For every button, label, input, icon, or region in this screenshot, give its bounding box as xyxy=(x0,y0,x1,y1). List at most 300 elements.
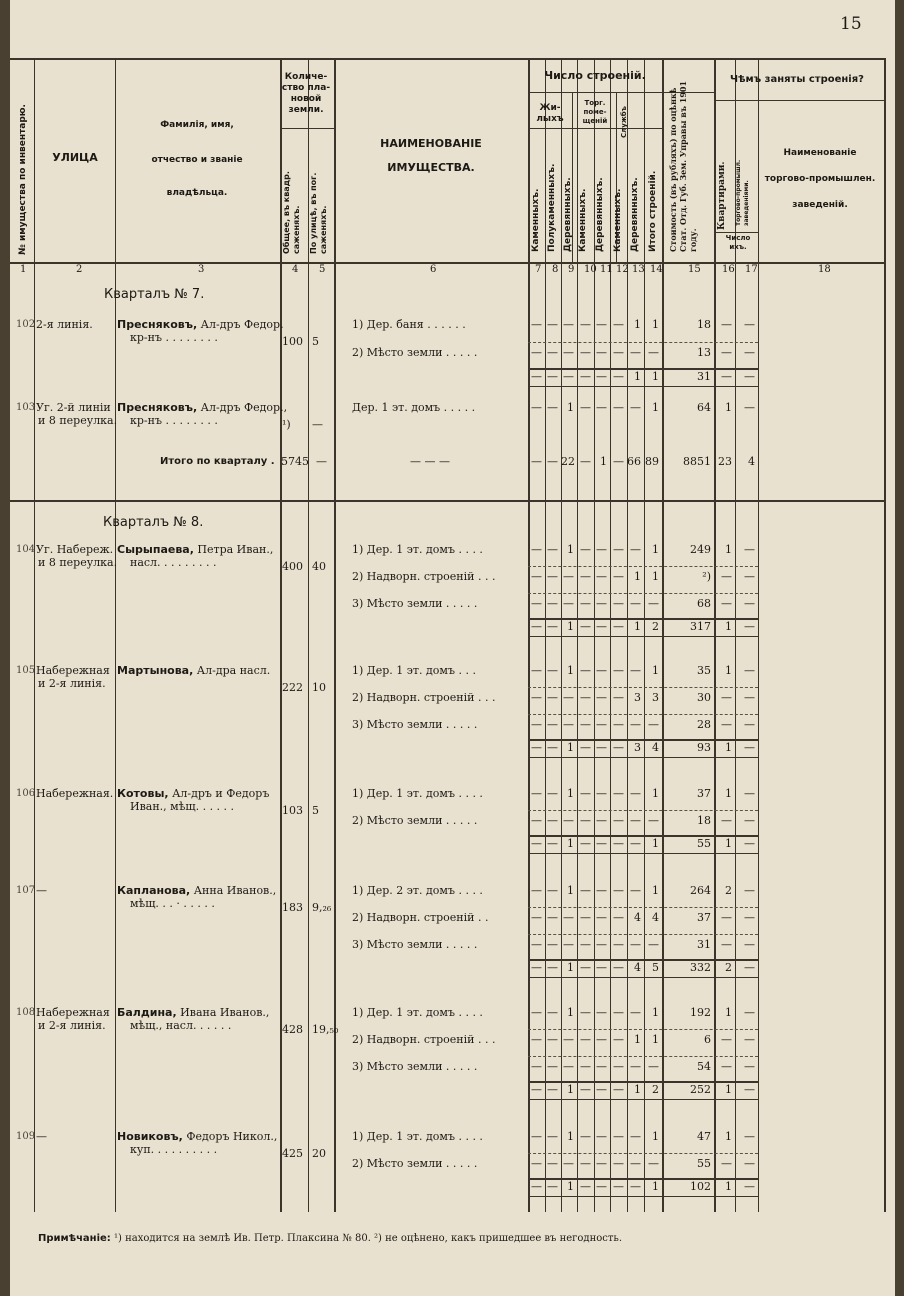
owner-line2: куп. . . . . . . . . . xyxy=(130,1143,218,1156)
column-number-16: 16 xyxy=(722,264,735,275)
count-cell: — xyxy=(744,1157,755,1170)
header-count: Число ихъ. xyxy=(725,234,751,251)
street-name-2: и 2-я линія. xyxy=(38,677,106,690)
cell-c9: — xyxy=(563,1060,574,1073)
cell-c8: — xyxy=(547,664,558,677)
cell-c11: — xyxy=(596,814,607,827)
cell-c14: 1 xyxy=(652,664,659,677)
grid-hline xyxy=(528,386,758,387)
cell-c9: 1 xyxy=(567,741,574,754)
value-cell: 37 xyxy=(697,911,711,924)
land-street: 9,₂₆ xyxy=(312,901,332,914)
cell-c11: — xyxy=(596,1033,607,1046)
land-street: — xyxy=(312,418,323,431)
cell-c8: — xyxy=(547,1157,558,1170)
cell-c14: 1 xyxy=(652,370,659,383)
cell-c7: — xyxy=(531,1180,542,1193)
value-cell: 31 xyxy=(697,938,711,951)
subtotal-apartments: 1 xyxy=(725,1083,732,1096)
count-cell: — xyxy=(744,543,755,556)
cell-c8: — xyxy=(547,1060,558,1073)
inventory-number: 106 xyxy=(16,788,36,799)
apartments-cell: 1 xyxy=(725,543,732,556)
count-cell: — xyxy=(744,884,755,897)
street-name-2: и 8 переулка. xyxy=(38,556,118,569)
inventory-number: 104 xyxy=(16,544,36,555)
cell-c11: — xyxy=(596,620,607,633)
cell-c11: — xyxy=(596,1180,607,1193)
cell-c13: — xyxy=(630,1130,641,1143)
cell-c14: 1 xyxy=(652,837,659,850)
header-stone-1: Каменныхъ. xyxy=(531,188,541,252)
cell-c10: — xyxy=(580,620,591,633)
owner-given: Ал-дръ Федор., xyxy=(197,401,288,414)
header-inventory-no: № имущества по инвентарю. xyxy=(18,104,28,255)
cell-c8: — xyxy=(547,346,558,359)
cell-c10: — xyxy=(580,884,591,897)
grid-hline xyxy=(528,1029,758,1030)
cell-c7: — xyxy=(531,346,542,359)
subtotal-count: — xyxy=(744,837,755,850)
grid-hline xyxy=(528,1153,758,1154)
grid-hline xyxy=(528,977,758,978)
apartments-cell: — xyxy=(721,1157,732,1170)
grid-vline xyxy=(115,58,116,1212)
subtotal-count: — xyxy=(744,370,755,383)
property-item: 1) Дер. 2 эт. домъ . . . . xyxy=(352,884,483,897)
cell-c11: — xyxy=(596,1083,607,1096)
cell-c9: 1 xyxy=(567,620,574,633)
owner-given: Ал-дръ и Федоръ xyxy=(168,787,270,800)
cell-c13: 66 xyxy=(627,455,641,468)
column-number-17: 17 xyxy=(745,264,758,275)
count-cell: — xyxy=(744,1006,755,1019)
grid-hline xyxy=(528,593,758,594)
value-cell: 13 xyxy=(697,346,711,359)
subtotal-apartments: 1 xyxy=(725,620,732,633)
cell-c9: — xyxy=(563,346,574,359)
subtotal-value: 317 xyxy=(690,620,711,633)
cell-c11: — xyxy=(596,718,607,731)
cell-c8: — xyxy=(547,401,558,414)
cell-c12: — xyxy=(613,401,624,414)
cell-c13: — xyxy=(630,543,641,556)
header-land-total: Общее, въ квадр. саженяхъ. xyxy=(282,171,301,254)
cell-c8: — xyxy=(547,938,558,951)
cell-c11: — xyxy=(596,911,607,924)
header-stone-3: Каменныхъ. xyxy=(613,188,623,252)
cell-c10: — xyxy=(580,664,591,677)
cell-c7: — xyxy=(531,787,542,800)
cell-c14: — xyxy=(648,814,659,827)
cell-c13: 1 xyxy=(634,370,641,383)
subtotal-apartments: 1 xyxy=(725,741,732,754)
inventory-number: 108 xyxy=(16,1007,36,1018)
owner-surname: Котовы, xyxy=(117,787,169,800)
cell-c7: — xyxy=(531,1060,542,1073)
cell-c9: — xyxy=(563,370,574,383)
column-number-9: 9 xyxy=(568,264,575,275)
street-name: — xyxy=(36,884,47,897)
cell-c13: — xyxy=(630,597,641,610)
cell-c13: — xyxy=(630,814,641,827)
owner-name xyxy=(117,884,276,897)
grid-hline xyxy=(280,128,334,129)
cell-c9: — xyxy=(563,318,574,331)
owner-given: Ал-дра насл. xyxy=(193,664,271,677)
property-item: 2) Мѣсто земли . . . . . xyxy=(352,814,478,827)
cell-c12: — xyxy=(613,741,624,754)
cell-c7: — xyxy=(531,837,542,850)
cell-c7: — xyxy=(531,1157,542,1170)
cell-c10: — xyxy=(580,318,591,331)
value-cell: 30 xyxy=(697,691,711,704)
owner-name xyxy=(117,664,270,677)
inventory-number: 107 xyxy=(16,885,36,896)
cell-c14: 3 xyxy=(652,691,659,704)
property-item: 1) Дер. 1 эт. домъ . . . xyxy=(352,664,476,677)
cell-c13: 3 xyxy=(634,691,641,704)
apartments-cell: 1 xyxy=(725,664,732,677)
cell-c9: 1 xyxy=(567,884,574,897)
cell-c11: — xyxy=(596,1060,607,1073)
cell-c8: — xyxy=(547,543,558,556)
value-cell: 6 xyxy=(704,1033,711,1046)
grid-hline xyxy=(528,687,758,688)
header-owner-1: Фамилія, имя, xyxy=(160,120,234,130)
owner-surname: Мартынова, xyxy=(117,664,194,677)
owner-given: Анна Иванов., xyxy=(190,884,277,897)
cell-c12: — xyxy=(613,318,624,331)
subtotal-count: — xyxy=(744,1180,755,1193)
cell-c12: — xyxy=(613,346,624,359)
count-cell: — xyxy=(744,814,755,827)
cell-c14: 1 xyxy=(652,1006,659,1019)
count-cell: — xyxy=(744,318,755,331)
apartments-cell: — xyxy=(721,718,732,731)
cell-c7: — xyxy=(531,741,542,754)
header-stone-2: Каменныхъ. xyxy=(578,188,588,252)
owner-line2: Иван., мѣщ. . . . . . xyxy=(130,800,235,813)
owner-line2: мѣщ. . . · . . . . . xyxy=(130,897,215,910)
header-wooden-2: Деревянныхъ. xyxy=(595,177,605,252)
cell-c11: — xyxy=(596,837,607,850)
grid-vline xyxy=(334,58,336,1212)
cell-c10: — xyxy=(580,691,591,704)
cell-c12: — xyxy=(613,911,624,924)
header-halfstone: Полукаменныхъ. xyxy=(547,163,557,252)
cell-c8: — xyxy=(547,318,558,331)
cell-c11: — xyxy=(596,938,607,951)
column-number-6: 6 xyxy=(430,264,437,275)
cell-c13: — xyxy=(630,718,641,731)
count-cell: — xyxy=(744,597,755,610)
column-number-1: 1 xyxy=(20,264,27,275)
cell-c8: — xyxy=(547,1083,558,1096)
owner-name xyxy=(117,401,287,414)
cell-c12: — xyxy=(613,543,624,556)
cell-c13: 4 xyxy=(634,961,641,974)
column-number-8: 8 xyxy=(552,264,559,275)
owner-name xyxy=(117,1006,269,1019)
cell-c14: 1 xyxy=(652,543,659,556)
cell-c8: — xyxy=(547,1130,558,1143)
owner-given: Ивана Иванов., xyxy=(176,1006,270,1019)
street-name-2: и 8 переулка. xyxy=(38,414,118,427)
property-item: 2) Надворн. строеній . . . xyxy=(352,1033,496,1046)
cell-c8: — xyxy=(547,570,558,583)
cell-c10: — xyxy=(580,1033,591,1046)
quarter-total-land: 5745 xyxy=(281,455,309,468)
cell-c9: — xyxy=(563,718,574,731)
cell-c7: — xyxy=(531,1033,542,1046)
land-total: ¹) xyxy=(282,418,291,431)
column-number-14: 14 xyxy=(650,264,663,275)
owner-surname: Пресняковъ, xyxy=(117,401,198,414)
apartments-cell: — xyxy=(721,691,732,704)
cell-c9: — xyxy=(563,814,574,827)
cell-c11: — xyxy=(596,346,607,359)
property-item: 2) Мѣсто земли . . . . . xyxy=(352,346,478,359)
cell-c8: — xyxy=(547,741,558,754)
grid-hline xyxy=(714,100,884,101)
property-item: 3) Мѣсто земли . . . . . xyxy=(352,938,478,951)
cell-c11: — xyxy=(596,961,607,974)
count-cell: — xyxy=(744,570,755,583)
cell-c10: — xyxy=(580,1130,591,1143)
property-item: 2) Надворн. строеній . . xyxy=(352,911,489,924)
street-name-2: и 2-я линія. xyxy=(38,1019,106,1032)
cell-c11: — xyxy=(596,570,607,583)
cell-c9: — xyxy=(563,1033,574,1046)
grid-hline xyxy=(528,636,758,637)
cell-c14: — xyxy=(648,1060,659,1073)
cell-c12: — xyxy=(613,1083,624,1096)
owner-given: Федоръ Никол., xyxy=(182,1130,278,1143)
cell-c7: — xyxy=(531,620,542,633)
cell-c14: 1 xyxy=(652,318,659,331)
cell-c12: — xyxy=(613,570,624,583)
subtotal-value: 332 xyxy=(690,961,711,974)
apartments-cell: — xyxy=(721,597,732,610)
cell-c14: — xyxy=(648,346,659,359)
grid-hline xyxy=(528,714,758,715)
street-name: Уг. 2-й линіи xyxy=(36,401,111,414)
cell-c8: — xyxy=(547,884,558,897)
cell-c12: — xyxy=(613,1006,624,1019)
grid-vline xyxy=(758,58,759,1212)
cell-c7: — xyxy=(531,1006,542,1019)
land-total: 400 xyxy=(282,560,303,573)
apartments-cell: — xyxy=(721,1033,732,1046)
cell-c14: — xyxy=(648,718,659,731)
value-cell: 249 xyxy=(690,543,711,556)
cell-c7: — xyxy=(531,370,542,383)
subtotal-apartments: — xyxy=(721,370,732,383)
owner-surname: Капланова, xyxy=(117,884,191,897)
cell-c14: 1 xyxy=(652,401,659,414)
cell-c12: — xyxy=(613,1130,624,1143)
count-cell: — xyxy=(744,787,755,800)
inventory-number: 109 xyxy=(16,1131,36,1142)
apartments-cell: 1 xyxy=(725,787,732,800)
cell-c14: 1 xyxy=(652,1180,659,1193)
cell-c13: — xyxy=(630,938,641,951)
cell-c9: 1 xyxy=(567,543,574,556)
cell-c13: — xyxy=(630,401,641,414)
cell-c10: — xyxy=(580,1157,591,1170)
cell-c9: 1 xyxy=(567,837,574,850)
grid-hline xyxy=(10,500,884,502)
cell-c13: — xyxy=(630,1006,641,1019)
cell-c7: — xyxy=(531,597,542,610)
apartments-cell: — xyxy=(721,570,732,583)
cell-c11: — xyxy=(596,1130,607,1143)
grid-hline xyxy=(528,907,758,908)
count-cell: — xyxy=(744,938,755,951)
cell-c7: — xyxy=(531,543,542,556)
grid-hline xyxy=(528,1196,758,1197)
apartments-cell: — xyxy=(721,938,732,951)
apartments-cell: 2 xyxy=(725,884,732,897)
owner-surname: Новиковъ, xyxy=(117,1130,183,1143)
cell-c11: — xyxy=(596,1157,607,1170)
apartments-cell: — xyxy=(721,911,732,924)
footnote-text: ¹) находится на землѣ Ив. Петр. Плаксина № 80. ²) не оцѣнено, какъ пришедшее въ негодность. xyxy=(110,1233,623,1244)
cell-c10: — xyxy=(580,814,591,827)
subtotal-value: 93 xyxy=(697,741,711,754)
cell-c13: 1 xyxy=(634,1033,641,1046)
header-trade: Торг. помещеній xyxy=(582,99,608,125)
header-trade-ind: Торгово-промышл. заведеніями. xyxy=(735,159,750,226)
cell-c11: — xyxy=(596,370,607,383)
header-land: Количество плановой земли. xyxy=(281,72,331,115)
value-cell: 55 xyxy=(697,1157,711,1170)
cell-c8: — xyxy=(547,455,558,468)
cell-c12: — xyxy=(613,1060,624,1073)
inventory-number: 102 xyxy=(16,319,36,330)
cell-c7: — xyxy=(531,570,542,583)
count-cell: — xyxy=(744,1060,755,1073)
cell-c14: 89 xyxy=(645,455,659,468)
cell-c9: — xyxy=(563,570,574,583)
cell-c9: — xyxy=(563,597,574,610)
subtotal-value: 102 xyxy=(690,1180,711,1193)
cell-c13: — xyxy=(630,1180,641,1193)
apartments-cell: — xyxy=(721,814,732,827)
value-cell: 47 xyxy=(697,1130,711,1143)
cell-c11: — xyxy=(596,741,607,754)
quarter-total-value: 8851 xyxy=(683,455,711,468)
count-cell: — xyxy=(744,1033,755,1046)
street-name: Набережная xyxy=(36,1006,110,1019)
cell-c12: — xyxy=(613,787,624,800)
cell-c8: — xyxy=(547,620,558,633)
cell-c11: — xyxy=(596,401,607,414)
cell-c14: — xyxy=(648,1157,659,1170)
cell-c13: 3 xyxy=(634,741,641,754)
value-cell: 18 xyxy=(697,318,711,331)
cell-c13: 1 xyxy=(634,318,641,331)
cell-c10: — xyxy=(580,570,591,583)
value-cell: 18 xyxy=(697,814,711,827)
cell-c9: 1 xyxy=(567,664,574,677)
value-cell: 37 xyxy=(697,787,711,800)
owner-surname: Пресняковъ, xyxy=(117,318,198,331)
cell-c12: — xyxy=(613,884,624,897)
value-cell: 28 xyxy=(697,718,711,731)
street-name: Набережная. xyxy=(36,787,114,800)
cell-c10: — xyxy=(580,1060,591,1073)
grid-vline xyxy=(34,58,35,1212)
cell-c13: — xyxy=(630,346,641,359)
cell-c8: — xyxy=(547,1180,558,1193)
subtotal-value: 31 xyxy=(697,370,711,383)
cell-c13: 4 xyxy=(634,911,641,924)
subtotal-count: — xyxy=(744,961,755,974)
cell-c7: — xyxy=(531,664,542,677)
owner-surname: Сырыпаева, xyxy=(117,543,194,556)
cell-c9: 1 xyxy=(567,961,574,974)
grid-hline xyxy=(528,1099,758,1100)
cell-c14: — xyxy=(648,938,659,951)
header-property: НАИМЕНОВАНІЕ ИМУЩЕСТВА. xyxy=(380,137,482,174)
cell-c7: — xyxy=(531,1083,542,1096)
cell-c7: — xyxy=(531,318,542,331)
column-number-7: 7 xyxy=(535,264,542,275)
land-total: 222 xyxy=(282,681,303,694)
header-value: Стоимость (въ рубляхъ) по оцѣнкѣ Стат. Отд. Губ. Зем. Управы въ 1901 году. xyxy=(668,80,698,252)
land-street: 10 xyxy=(312,681,326,694)
owner-name xyxy=(117,787,269,800)
owner-line2: кр-нъ . . . . . . . . xyxy=(130,331,218,344)
cell-c10: — xyxy=(580,837,591,850)
cell-c10: — xyxy=(580,455,591,468)
property-item: 1) Дер. баня . . . . . . xyxy=(352,318,466,331)
cell-c7: — xyxy=(531,718,542,731)
land-total: 428 xyxy=(282,1023,303,1036)
street-name: Набережная xyxy=(36,664,110,677)
header-apartments: Квартирами. xyxy=(717,161,727,230)
owner-line2: кр-нъ . . . . . . . . xyxy=(130,414,218,427)
cell-c13: — xyxy=(630,787,641,800)
cell-c13: — xyxy=(630,1157,641,1170)
cell-c13: — xyxy=(630,837,641,850)
column-number-12: 12 xyxy=(616,264,629,275)
cell-c13: — xyxy=(630,1060,641,1073)
cell-c12: — xyxy=(613,664,624,677)
column-number-4: 4 xyxy=(292,264,299,275)
owner-given: Ал-дръ Федор. xyxy=(197,318,284,331)
cell-c8: — xyxy=(547,691,558,704)
subtotal-value: 55 xyxy=(697,837,711,850)
cell-c9: — xyxy=(563,691,574,704)
cell-c8: — xyxy=(547,787,558,800)
cell-c12: — xyxy=(613,814,624,827)
cell-c10: — xyxy=(580,370,591,383)
property-item: 3) Мѣсто земли . . . . . xyxy=(352,1060,478,1073)
cell-c8: — xyxy=(547,597,558,610)
value-cell: ²) xyxy=(702,570,711,583)
cell-c11: — xyxy=(596,318,607,331)
land-total: 100 xyxy=(282,335,303,348)
owner-surname: Балдина, xyxy=(117,1006,177,1019)
header-land-street: По улицѣ, въ пог. саженяхъ. xyxy=(309,172,328,254)
property-item: 1) Дер. 1 эт. домъ . . . . xyxy=(352,1130,483,1143)
column-number-3: 3 xyxy=(198,264,205,275)
cell-c12: — xyxy=(613,691,624,704)
inventory-number: 105 xyxy=(16,665,36,676)
